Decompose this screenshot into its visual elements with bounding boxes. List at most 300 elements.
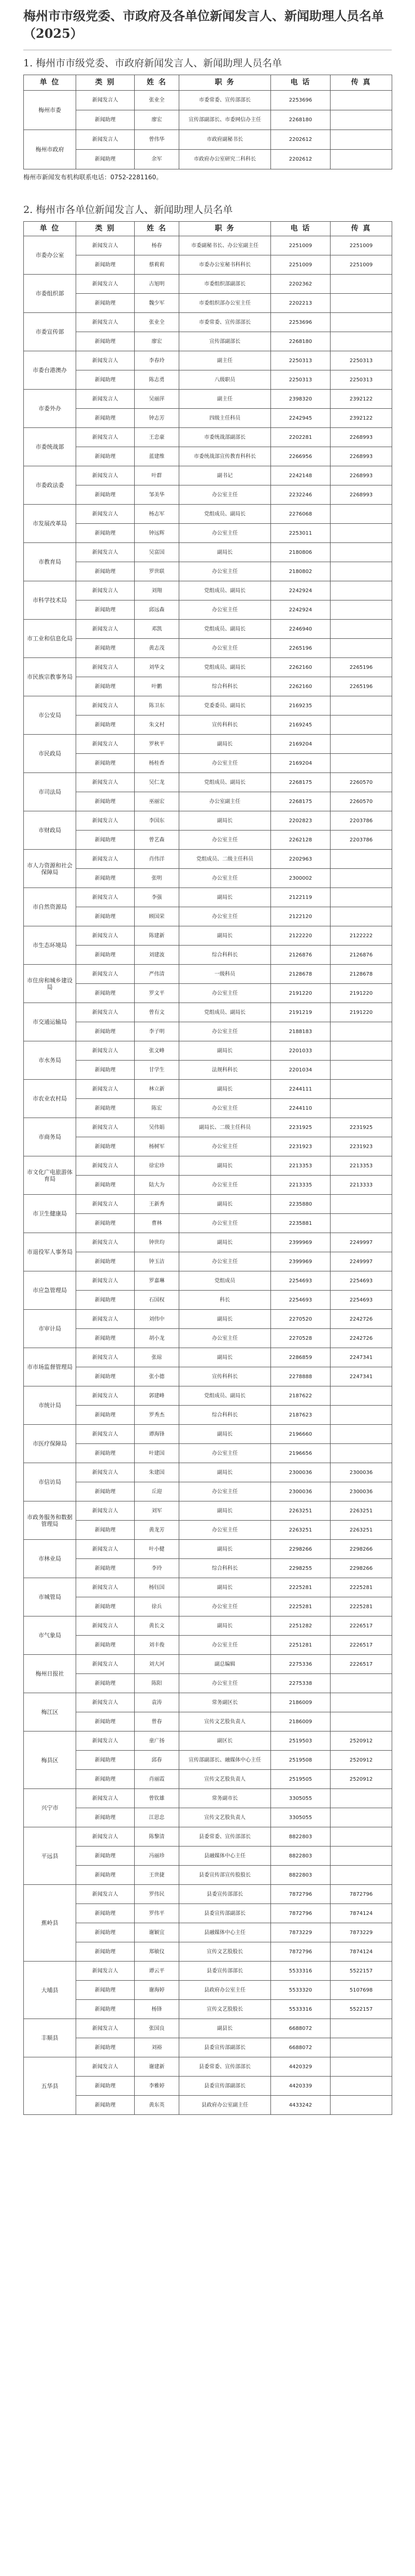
table-row [24,1367,392,1386]
role-cell: 新闻助理 [76,1252,135,1271]
unit-cell: 市科学技术局 [24,581,76,620]
phone-cell: 2202612 [271,150,331,169]
role-cell: 新闻助理 [76,1099,135,1118]
role-cell: 新闻发言人 [76,1195,135,1214]
role-cell: 新闻助理 [76,1904,135,1923]
table-row [24,1271,392,1291]
name-cell: 郑敏仪 [135,1942,179,1962]
fax-cell [331,1444,392,1463]
name-cell: 陆大为 [135,1176,179,1195]
fax-cell: 7874124 [331,1904,392,1923]
phone-cell: 7872796 [271,1885,331,1904]
title-cell: 副局长 [179,1616,271,1636]
name-cell: 钟志芳 [135,409,179,428]
name-cell: 谢海婷 [135,1981,179,2000]
role-cell: 新闻发言人 [76,735,135,754]
title-cell: 市委统战部宣传教育科科长 [179,447,271,466]
title-cell: 办公室主任 [179,1176,271,1195]
phone-cell: 5533316 [271,2000,331,2019]
name-cell: 吴伟娟 [135,1118,179,1137]
phone-cell: 2186009 [271,1693,331,1712]
phone-cell: 2122120 [271,907,331,926]
fax-cell: 2203786 [331,831,392,850]
table-row [24,715,392,735]
title-cell: 副局长 [179,888,271,907]
name-cell: 蓝建维 [135,447,179,466]
phone-cell: 2519505 [271,1770,331,1789]
role-cell: 新闻发言人 [76,466,135,485]
table-row [24,907,392,926]
phone-cell: 2253011 [271,524,331,543]
unit-cell: 市信访局 [24,1463,76,1501]
table-row [24,110,392,130]
unit-cell: 市委外办 [24,390,76,428]
phone-cell: 8822803 [271,1847,331,1866]
fax-cell: 2254693 [331,1291,392,1310]
title-cell: 副局长 [179,1195,271,1214]
title-cell: 宣传科科长 [179,1367,271,1386]
title-cell: 县委宣传部副部长 [179,1904,271,1923]
role-cell: 新闻发言人 [76,351,135,370]
phone-cell: 2201034 [271,1061,331,1080]
fax-cell [331,294,392,313]
phone-cell: 2263251 [271,1501,331,1521]
fax-cell [331,332,392,351]
role-cell: 新闻助理 [76,1329,135,1348]
role-cell: 新闻助理 [76,1636,135,1655]
name-cell: 巫丽宏 [135,792,179,811]
fax-cell: 2268993 [331,428,392,447]
unit-cell: 兴宁市 [24,1789,76,1827]
table-row [24,600,392,620]
table-row [24,696,392,715]
fax-cell [331,562,392,581]
phone-cell: 3305055 [271,1789,331,1808]
table-row [24,1482,392,1501]
name-cell: 罗秋平 [135,735,179,754]
title-cell: 副局长 [179,1080,271,1099]
title-cell: 党组成员、副局长 [179,658,271,677]
role-cell: 新闻助理 [76,1559,135,1578]
name-cell: 邓凯 [135,620,179,639]
role-cell: 新闻发言人 [76,1348,135,1367]
name-cell: 张小德 [135,1367,179,1386]
title-cell: 党委委员、副局长 [179,696,271,715]
table-row [24,1406,392,1425]
name-cell: 王忠豪 [135,428,179,447]
role-cell: 新闻发言人 [76,1118,135,1137]
table-header-row [24,222,392,236]
fax-cell: 2226517 [331,1636,392,1655]
phone-cell: 2254693 [271,1291,331,1310]
table-row [24,1137,392,1156]
name-cell: 张业全 [135,313,179,332]
role-cell: 新闻助理 [76,1923,135,1942]
title-cell: 县融媒体中心主任 [179,1923,271,1942]
name-cell: 张琼 [135,1348,179,1367]
fax-cell [331,696,392,715]
title-cell: 市委常委、宣传部部长 [179,91,271,110]
title-cell: 党组成员 [179,1271,271,1291]
fax-cell: 2254693 [331,1271,392,1291]
role-cell: 新闻助理 [76,831,135,850]
title-cell: 办公室主任 [179,831,271,850]
role-cell: 新闻发言人 [76,1885,135,1904]
name-cell: 杨钰国 [135,1578,179,1597]
title-cell: 副局长 [179,811,271,831]
title-cell: 副局长 [179,735,271,754]
fax-cell [331,2096,392,2115]
table-row [24,811,392,831]
role-cell: 新闻助理 [76,600,135,620]
title-cell: 四级主任科员 [179,409,271,428]
title-cell: 党组成员、副局长 [179,1003,271,1022]
name-cell: 刘伟中 [135,1310,179,1329]
fax-cell: 2231925 [331,1118,392,1137]
fax-cell [331,907,392,926]
table-row [24,1099,392,1118]
fax-cell: 2520912 [331,1770,392,1789]
title-cell: 宣传部副部长、市委网信办主任 [179,110,271,130]
section2-table [23,221,392,2115]
role-cell: 新闻发言人 [76,1271,135,1291]
column-header: 类 别 [76,222,135,236]
table-row [24,1616,392,1636]
table-row [24,1501,392,1521]
table-row [24,1214,392,1233]
name-cell: 古旭明 [135,275,179,294]
fax-cell: 5522157 [331,1962,392,1981]
table-row [24,1118,392,1137]
table-row [24,658,392,677]
fax-cell [331,110,392,130]
phone-cell: 2188183 [271,1022,331,1041]
role-cell: 新闻发言人 [76,773,135,792]
fax-cell: 5522157 [331,2000,392,2019]
name-cell: 徐兵 [135,1597,179,1616]
document [23,7,392,2115]
name-cell: 黄志茂 [135,639,179,658]
title-cell: 科长 [179,1291,271,1310]
name-cell: 陈黎清 [135,1827,179,1847]
title-cell: 办公室主任 [179,1482,271,1501]
phone-cell: 2191219 [271,1003,331,1022]
name-cell: 王新秀 [135,1195,179,1214]
table-row [24,485,392,505]
phone-cell: 7872796 [271,1942,331,1962]
fax-cell: 7872796 [331,1885,392,1904]
title-cell: 办公室主任 [179,1022,271,1041]
name-cell: 李强 [135,888,179,907]
table-row [24,370,392,390]
fax-cell [331,1693,392,1712]
role-cell: 新闻发言人 [76,91,135,110]
phone-cell: 2251281 [271,1636,331,1655]
table-row [24,965,392,984]
name-cell: 甘学生 [135,1061,179,1080]
role-cell: 新闻发言人 [76,1041,135,1061]
phone-cell: 2231925 [271,1118,331,1137]
table-row [24,735,392,754]
fax-cell [331,600,392,620]
table-row [24,984,392,1003]
section1-table [23,75,392,169]
title-cell: 副局长 [179,926,271,946]
fax-cell: 2263251 [331,1501,392,1521]
title-cell: 办公室主任 [179,485,271,505]
fax-cell [331,1080,392,1099]
phone-cell: 2244111 [271,1080,331,1099]
table-row [24,150,392,169]
role-cell: 新闻发言人 [76,1540,135,1559]
fax-cell: 2247341 [331,1348,392,1367]
phone-cell: 2169204 [271,754,331,773]
phone-cell: 2187623 [271,1406,331,1425]
role-cell: 新闻助理 [76,677,135,696]
name-cell: 谭云平 [135,1962,179,1981]
fax-cell [331,1808,392,1827]
name-cell: 袁涛 [135,1693,179,1712]
name-cell: 张明 [135,869,179,888]
title-cell: 副局长 [179,1041,271,1061]
phone-cell: 2399969 [271,1252,331,1271]
fax-cell: 2268993 [331,485,392,505]
table-row [24,1080,392,1099]
phone-cell: 2186009 [271,1712,331,1731]
name-cell: 罗伟平 [135,1904,179,1923]
name-cell: 李玲 [135,1559,179,1578]
table-row [24,1425,392,1444]
role-cell: 新闻发言人 [76,275,135,294]
title-cell: 宣传文艺股股长 [179,2000,271,2019]
fax-cell: 7873229 [331,1923,392,1942]
column-header: 职 务 [179,222,271,236]
fax-cell: 2126876 [331,946,392,965]
title-cell: 副局长、二级主任科员 [179,1118,271,1137]
fax-cell: 2250313 [331,370,392,390]
fax-cell [331,888,392,907]
title-cell: 县政府办公室副主任 [179,2096,271,2115]
role-cell: 新闻助理 [76,907,135,926]
phone-cell: 2235881 [271,1214,331,1233]
fax-cell [331,505,392,524]
fax-cell: 2225281 [331,1578,392,1597]
fax-cell [331,1386,392,1406]
table-row [24,313,392,332]
role-cell: 新闻助理 [76,150,135,169]
role-cell: 新闻发言人 [76,1501,135,1521]
unit-cell: 市生态环境局 [24,926,76,965]
column-header: 传 真 [331,222,392,236]
name-cell: 邱春 [135,1751,179,1770]
title-cell: 县委宣传部部长 [179,1885,271,1904]
table-row [24,677,392,696]
name-cell: 李雅婷 [135,2077,179,2096]
table-row [24,754,392,773]
table-row [24,1674,392,1693]
table-row [24,1655,392,1674]
role-cell: 新闻助理 [76,332,135,351]
fax-cell: 2251009 [331,236,392,255]
title-cell: 副局长 [179,1540,271,1559]
fax-cell [331,1866,392,1885]
phone-cell: 2180802 [271,562,331,581]
phone-cell: 2202823 [271,811,331,831]
table-row [24,620,392,639]
section1-heading: 1. 梅州市市级党委、市政府新闻发言人、新闻助理人员名单 [23,58,282,69]
role-cell: 新闻发言人 [76,428,135,447]
title-cell: 综合科科长 [179,1559,271,1578]
name-cell: 黄龙芳 [135,1521,179,1540]
fax-cell [331,869,392,888]
name-cell: 张业全 [135,91,179,110]
title-cell: 副主任 [179,390,271,409]
unit-cell: 市市场监督管理局 [24,1348,76,1386]
fax-cell: 2268993 [331,466,392,485]
table-row [24,1981,392,2000]
name-cell: 刘裕 [135,2038,179,2057]
table-row [24,1731,392,1751]
name-cell: 朱文村 [135,715,179,735]
unit-cell: 市民政局 [24,735,76,773]
phone-cell: 8822803 [271,1866,331,1885]
phone-cell: 2268175 [271,792,331,811]
fax-cell: 7874124 [331,1942,392,1962]
name-cell: 廖宏 [135,110,179,130]
table-row [24,1329,392,1348]
phone-cell: 2213353 [271,1156,331,1176]
fax-cell [331,91,392,110]
title-cell: 副局长 [179,1501,271,1521]
table-row [24,1789,392,1808]
role-cell: 新闻助理 [76,1712,135,1731]
table-row [24,1348,392,1367]
column-header: 传 真 [331,75,392,91]
fax-cell: 2300036 [331,1482,392,1501]
name-cell: 黄东英 [135,2096,179,2115]
fax-cell [331,1195,392,1214]
phone-cell: 2266956 [271,447,331,466]
table-row [24,236,392,255]
fax-cell [331,1847,392,1866]
role-cell: 新闻助理 [76,1444,135,1463]
table-row [24,543,392,562]
phone-cell: 2262160 [271,658,331,677]
role-cell: 新闻助理 [76,869,135,888]
unit-cell: 市委组织部 [24,275,76,313]
title-cell: 党组成员、副局长 [179,773,271,792]
fax-cell [331,1041,392,1061]
name-cell: 罗秀杰 [135,1406,179,1425]
phone-cell: 2263251 [271,1521,331,1540]
table-row [24,2057,392,2077]
fax-cell [331,2077,392,2096]
title-cell: 办公室主任 [179,907,271,926]
fax-cell: 2249997 [331,1252,392,1271]
name-cell: 胡小龙 [135,1329,179,1348]
unit-cell: 梅县区 [24,1731,76,1789]
table-row [24,562,392,581]
table-row [24,1233,392,1252]
table-row [24,1712,392,1731]
fax-cell: 2260570 [331,792,392,811]
role-cell: 新闻助理 [76,1847,135,1866]
table-row [24,1866,392,1885]
phone-cell: 2128678 [271,965,331,984]
phone-cell: 2180806 [271,543,331,562]
fax-cell: 2191220 [331,984,392,1003]
title-cell: 宣传文艺股股长 [179,1942,271,1962]
title-cell: 办公室主任 [179,1099,271,1118]
fax-cell: 2263251 [331,1521,392,1540]
title-cell: 办公室副主任 [179,792,271,811]
table-row [24,2096,392,2115]
role-cell: 新闻助理 [76,562,135,581]
fax-cell: 2260570 [331,773,392,792]
table-row [24,1444,392,1463]
fax-cell: 2520912 [331,1731,392,1751]
fax-cell [331,1214,392,1233]
table-row [24,130,392,150]
table-header-row [24,75,392,91]
title-cell: 办公室主任 [179,639,271,658]
table-row [24,1808,392,1827]
phone-cell: 2286859 [271,1348,331,1367]
fax-cell [331,620,392,639]
unit-cell: 市委台港澳办 [24,351,76,390]
phone-cell: 2242148 [271,466,331,485]
table-row [24,524,392,543]
phone-cell: 2298255 [271,1559,331,1578]
unit-cell: 市水务局 [24,1041,76,1080]
role-cell: 新闻助理 [76,1808,135,1827]
title-cell: 副主任 [179,351,271,370]
fax-cell: 2242726 [331,1310,392,1329]
table-row [24,1751,392,1770]
role-cell: 新闻发言人 [76,313,135,332]
role-cell: 新闻发言人 [76,1655,135,1674]
phone-cell: 7873229 [271,1923,331,1942]
table-row [24,2019,392,2038]
table-row [24,2077,392,2096]
table-row [24,1885,392,1904]
unit-cell: 市自然资源局 [24,888,76,926]
phone-cell: 2191220 [271,984,331,1003]
title-cell: 办公室主任 [179,524,271,543]
unit-cell: 梅州日报社 [24,1655,76,1693]
title-cell: 办公室主任 [179,1214,271,1233]
name-cell: 刘华文 [135,658,179,677]
phone-cell: 2262128 [271,831,331,850]
title-cell: 常务副市长 [179,1789,271,1808]
phone-cell: 6688072 [271,2038,331,2057]
fax-cell [331,275,392,294]
phone-cell: 2244110 [271,1099,331,1118]
fax-cell: 2213353 [331,1156,392,1176]
phone-cell: 2265196 [271,639,331,658]
table-row [24,1521,392,1540]
name-cell: 吴丽萍 [135,390,179,409]
role-cell: 新闻助理 [76,2000,135,2019]
name-cell: 王世捷 [135,1866,179,1885]
name-cell: 陈阳 [135,1674,179,1693]
title-cell: 副局长 [179,1233,271,1252]
phone-cell: 2268180 [271,110,331,130]
title-cell: 办公室主任 [179,984,271,1003]
name-cell: 吴富国 [135,543,179,562]
role-cell: 新闻发言人 [76,1386,135,1406]
name-cell: 罗伟民 [135,1885,179,1904]
